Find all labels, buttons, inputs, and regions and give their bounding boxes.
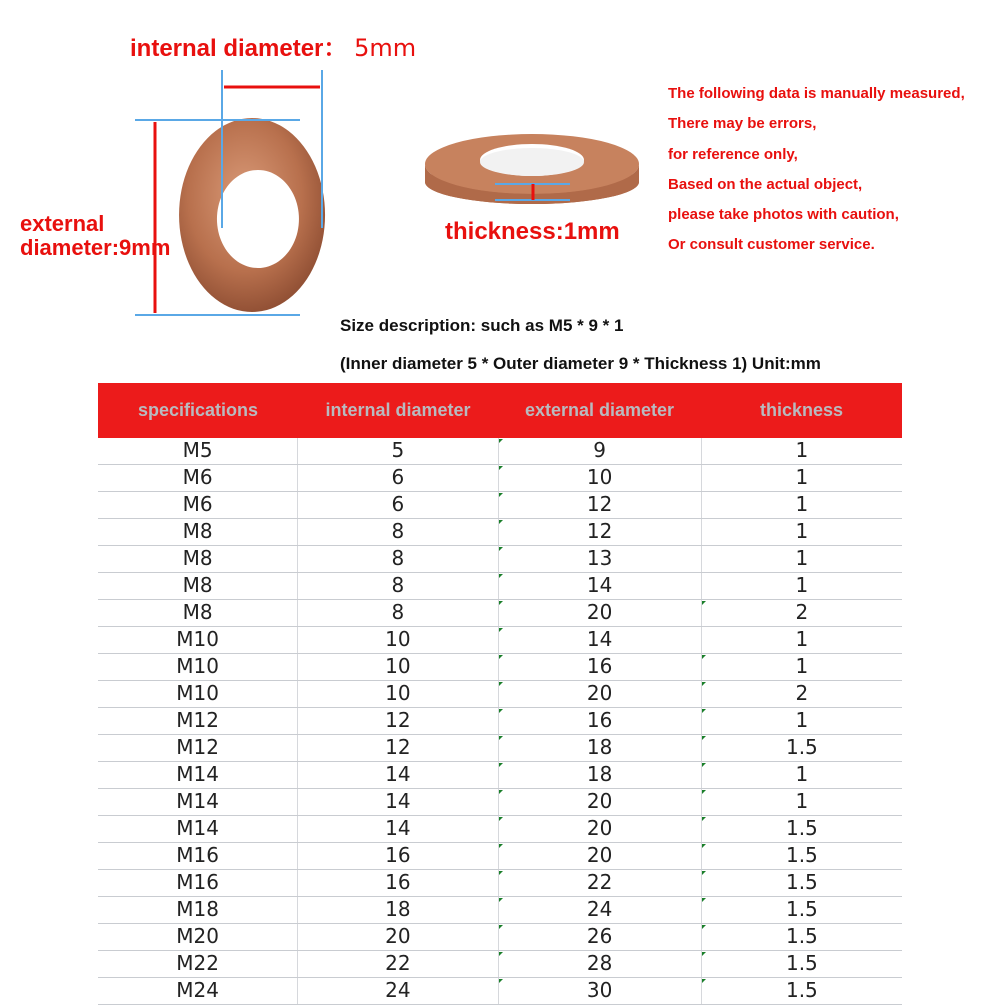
note-line: Based on the actual object, [668, 175, 863, 193]
cell-internal-diameter: 12 [297, 708, 497, 734]
external-diameter-label [20, 212, 170, 260]
cell-marker-icon [499, 547, 503, 551]
cell-thickness: 1 [701, 708, 902, 734]
cell-internal-diameter: 16 [297, 843, 497, 869]
cell-external-diameter: 14 [498, 573, 701, 599]
cell-internal-diameter: 10 [297, 654, 497, 680]
cell-internal-diameter: 18 [297, 897, 497, 923]
cell-internal-diameter: 8 [297, 600, 497, 626]
cell-thickness: 1 [701, 762, 902, 788]
cell-marker-icon [702, 898, 706, 902]
external-diameter-line1: external [20, 211, 105, 236]
cell-marker-icon [702, 871, 706, 875]
cell-external-diameter: 16 [498, 654, 701, 680]
cell-external-diameter: 10 [498, 465, 701, 491]
table-row [98, 789, 902, 816]
cell-internal-diameter: 12 [297, 735, 497, 761]
cell-marker-icon [499, 898, 503, 902]
cell-marker-icon [499, 493, 503, 497]
internal-diameter-value: 5mm [354, 34, 417, 62]
table-row [98, 438, 902, 465]
cell-external-diameter: 24 [498, 897, 701, 923]
cell-external-diameter: 18 [498, 735, 701, 761]
cell-internal-diameter: 16 [297, 870, 497, 896]
cell-marker-icon [702, 709, 706, 713]
cell-thickness: 1 [701, 438, 902, 464]
cell-marker-icon [499, 844, 503, 848]
cell-specification: M14 [176, 789, 219, 813]
cell-thickness: 1.5 [701, 816, 902, 842]
cell-marker-icon [499, 574, 503, 578]
table-row [98, 843, 902, 870]
internal-diameter-colon: ： [323, 35, 348, 62]
cell-internal-diameter: 22 [297, 951, 497, 977]
external-diameter-line2: diameter:9mm [20, 235, 171, 260]
cell-marker-icon [499, 817, 503, 821]
cell-marker-icon [702, 682, 706, 686]
header-specifications: specifications [137, 400, 259, 420]
cell-internal-diameter: 24 [297, 978, 497, 1004]
cell-marker-icon [499, 979, 503, 983]
internal-diameter-text: internal diameter [130, 35, 324, 62]
cell-specification: M22 [176, 951, 219, 975]
cell-internal-diameter: 8 [297, 519, 497, 545]
table-row [98, 951, 902, 978]
cell-specification: M12 [176, 735, 219, 759]
table-row [98, 897, 902, 924]
cell-marker-icon [499, 439, 503, 443]
cell-thickness: 1.5 [701, 897, 902, 923]
table-row [98, 519, 902, 546]
table-row [98, 735, 902, 762]
cell-specification: M12 [176, 708, 219, 732]
cell-marker-icon [702, 952, 706, 956]
size-description-line1: Size description: such as M5 * 9 * 1 [340, 316, 624, 335]
table-row [98, 654, 902, 681]
cell-thickness: 1 [701, 654, 902, 680]
cell-specification: M24 [176, 978, 219, 1002]
cell-specification: M16 [176, 843, 219, 867]
cell-thickness: 1 [701, 465, 902, 491]
cell-external-diameter: 20 [498, 600, 701, 626]
cell-specification: M10 [176, 681, 219, 705]
table-row [98, 816, 902, 843]
cell-marker-icon [702, 979, 706, 983]
cell-marker-icon [499, 871, 503, 875]
cell-marker-icon [702, 655, 706, 659]
cell-thickness: 1.5 [701, 951, 902, 977]
front-washer [179, 118, 325, 312]
cell-internal-diameter: 10 [297, 681, 497, 707]
cell-specification: M8 [182, 600, 213, 624]
cell-thickness: 1.5 [701, 843, 902, 869]
cell-marker-icon [499, 952, 503, 956]
header-external-diameter: external diameter [524, 400, 675, 420]
cell-internal-diameter: 10 [297, 627, 497, 653]
cell-marker-icon [702, 844, 706, 848]
table-row [98, 492, 902, 519]
table-body [98, 438, 902, 1005]
cell-thickness: 1.5 [701, 735, 902, 761]
cell-internal-diameter: 20 [297, 924, 497, 950]
table-row [98, 978, 902, 1005]
note-line: for reference only, [668, 145, 798, 163]
thickness-label: thickness:1mm [445, 218, 620, 245]
cell-marker-icon [499, 628, 503, 632]
table-row [98, 465, 902, 492]
note-line: The following data is manually measured, [668, 85, 965, 102]
table-row [98, 924, 902, 951]
cell-marker-icon [499, 655, 503, 659]
cell-specification: M6 [182, 492, 213, 516]
cell-specification: M10 [176, 627, 219, 651]
cell-external-diameter: 12 [498, 519, 701, 545]
cell-thickness: 2 [701, 600, 902, 626]
cell-specification: M8 [182, 546, 213, 570]
cell-external-diameter: 14 [498, 627, 701, 653]
cell-external-diameter: 20 [498, 843, 701, 869]
cell-marker-icon [702, 790, 706, 794]
cell-specification: M8 [182, 573, 213, 597]
cell-marker-icon [702, 736, 706, 740]
cell-external-diameter: 26 [498, 924, 701, 950]
cell-marker-icon [499, 925, 503, 929]
size-description-line2: (Inner diameter 5 * Outer diameter 9 * Thickness 1) Unit:mm [340, 354, 821, 373]
cell-internal-diameter: 14 [297, 762, 497, 788]
cell-thickness: 1.5 [701, 978, 902, 1004]
table-row [98, 546, 902, 573]
spec-table [98, 383, 902, 1005]
cell-external-diameter: 13 [498, 546, 701, 572]
cell-marker-icon [702, 601, 706, 605]
cell-specification: M14 [176, 762, 219, 786]
cell-marker-icon [499, 763, 503, 767]
cell-specification: M20 [176, 924, 219, 948]
cell-thickness: 1 [701, 573, 902, 599]
cell-marker-icon [702, 763, 706, 767]
cell-external-diameter: 9 [498, 438, 701, 464]
cell-marker-icon [702, 817, 706, 821]
table-row [98, 627, 902, 654]
cell-external-diameter: 20 [498, 681, 701, 707]
table-row [98, 681, 902, 708]
cell-specification: M5 [182, 438, 213, 462]
cell-specification: M8 [182, 519, 213, 543]
table-row [98, 762, 902, 789]
cell-thickness: 1 [701, 546, 902, 572]
cell-internal-diameter: 5 [297, 438, 497, 464]
cell-specification: M6 [182, 465, 213, 489]
table-header [98, 383, 902, 438]
table-row [98, 708, 902, 735]
cell-internal-diameter: 14 [297, 789, 497, 815]
header-internal-diameter: internal diameter [325, 400, 471, 420]
internal-diameter-label [130, 28, 416, 63]
note-line: please take photos with caution, [668, 206, 899, 224]
cell-specification: M10 [176, 654, 219, 678]
cell-internal-diameter: 6 [297, 465, 497, 491]
cell-thickness: 1 [701, 492, 902, 518]
cell-specification: M16 [176, 870, 219, 894]
cell-specification: M18 [176, 897, 219, 921]
table-row [98, 870, 902, 897]
cell-thickness: 1.5 [701, 870, 902, 896]
table-row [98, 600, 902, 627]
cell-marker-icon [499, 790, 503, 794]
table-row [98, 573, 902, 600]
cell-external-diameter: 28 [498, 951, 701, 977]
cell-internal-diameter: 14 [297, 816, 497, 842]
cell-thickness: 1.5 [701, 924, 902, 950]
cell-marker-icon [499, 709, 503, 713]
cell-marker-icon [499, 520, 503, 524]
cell-external-diameter: 20 [498, 816, 701, 842]
cell-internal-diameter: 8 [297, 573, 497, 599]
note-line: There may be errors, [668, 115, 817, 133]
cell-marker-icon [499, 466, 503, 470]
header-thickness: thickness [759, 400, 844, 420]
note-line: Or consult customer service. [668, 236, 875, 254]
cell-marker-icon [499, 682, 503, 686]
cell-thickness: 1 [701, 627, 902, 653]
cell-external-diameter: 16 [498, 708, 701, 734]
cell-external-diameter: 18 [498, 762, 701, 788]
cell-internal-diameter: 6 [297, 492, 497, 518]
cell-thickness: 1 [701, 789, 902, 815]
cell-internal-diameter: 8 [297, 546, 497, 572]
cell-marker-icon [499, 601, 503, 605]
cell-external-diameter: 12 [498, 492, 701, 518]
cell-external-diameter: 30 [498, 978, 701, 1004]
cell-external-diameter: 20 [498, 789, 701, 815]
cell-thickness: 2 [701, 681, 902, 707]
measurement-notes [668, 86, 965, 268]
washer-photo [0, 60, 700, 330]
cell-marker-icon [702, 925, 706, 929]
cell-thickness: 1 [701, 519, 902, 545]
cell-external-diameter: 22 [498, 870, 701, 896]
cell-marker-icon [499, 736, 503, 740]
cell-specification: M14 [176, 816, 219, 840]
